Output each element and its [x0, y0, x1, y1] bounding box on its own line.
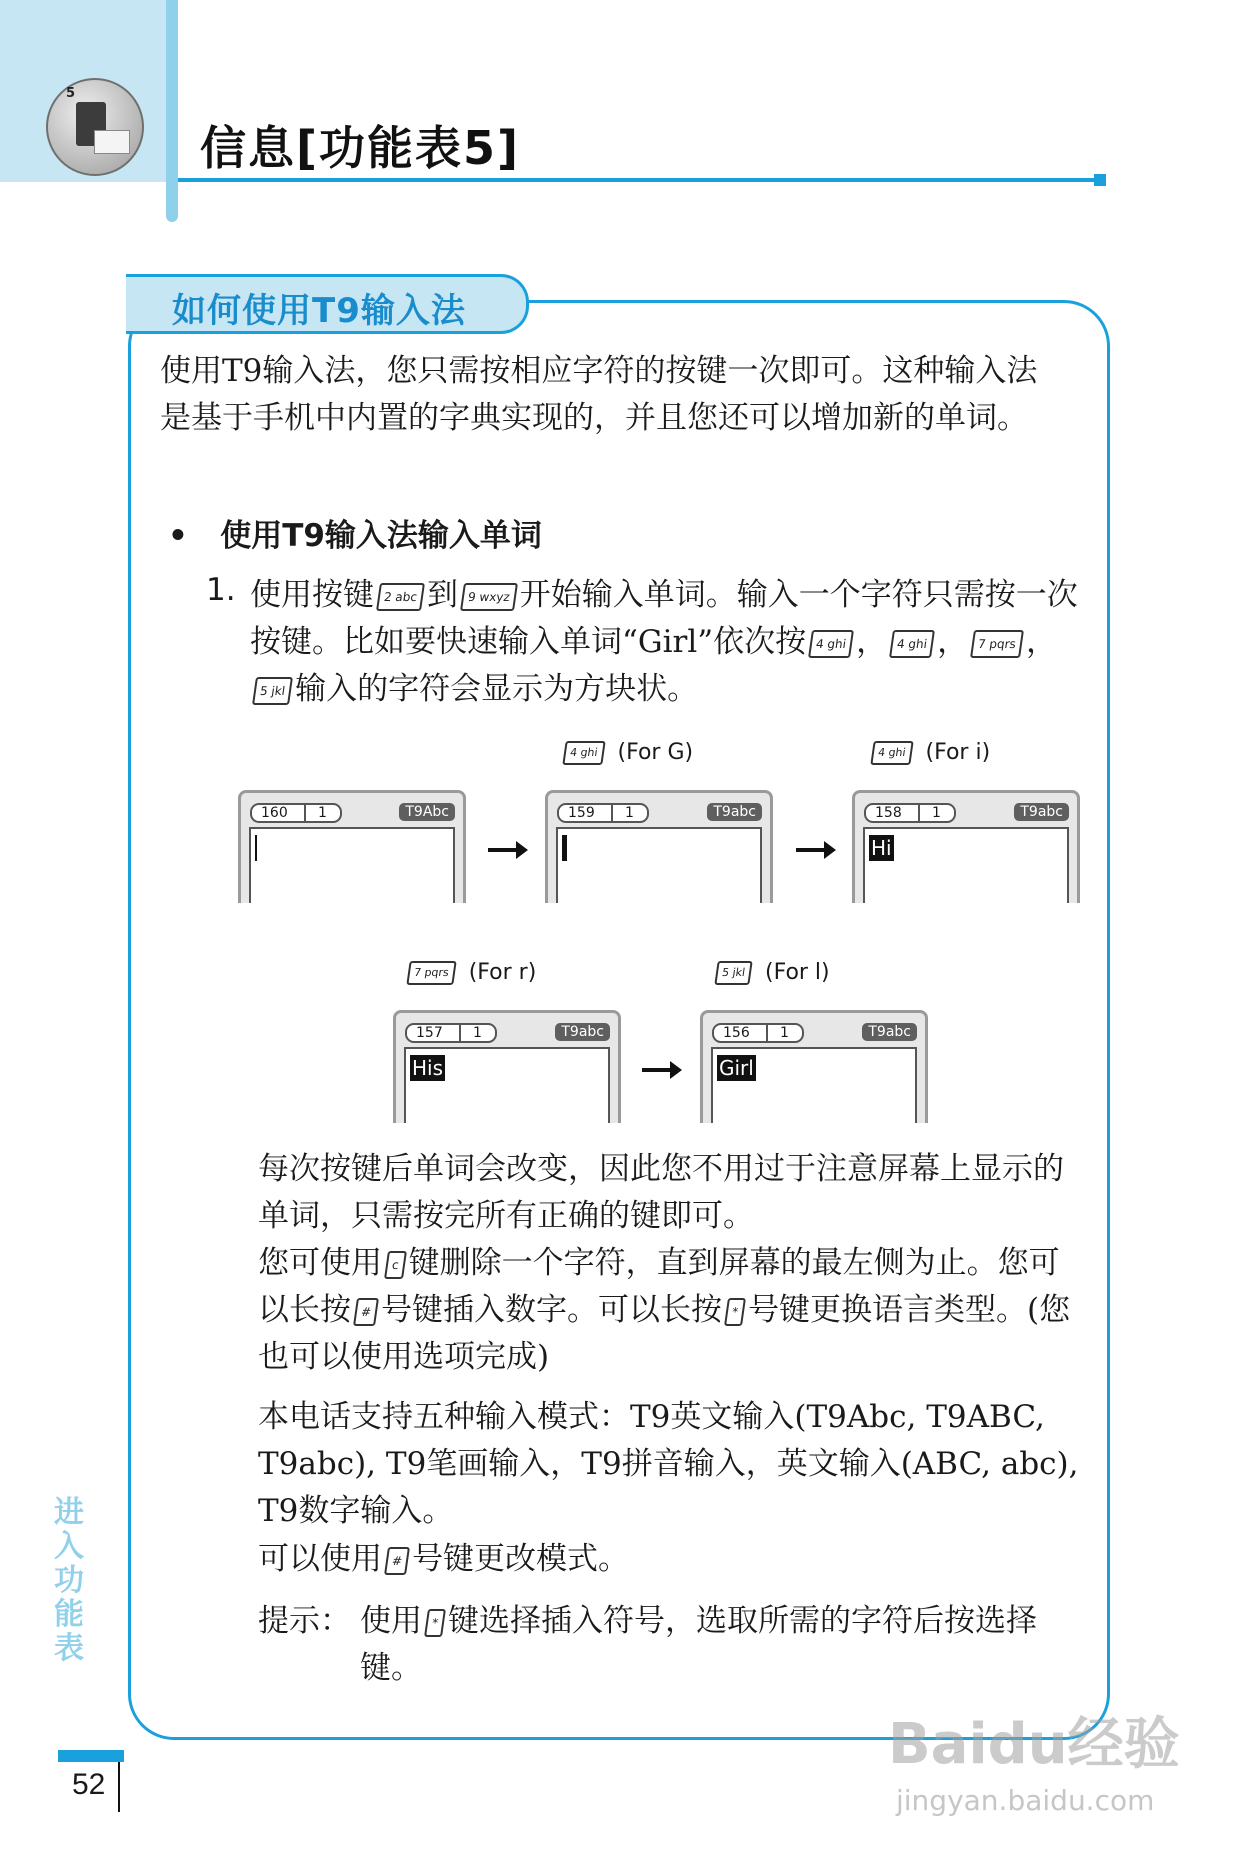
status-counter — [864, 803, 956, 823]
char-count: 156 — [723, 1025, 750, 1041]
arrow-right-icon — [642, 1068, 674, 1072]
phone-screen-4 — [393, 1010, 621, 1123]
line-number: 1 — [625, 805, 634, 821]
typed-word: His — [412, 1056, 444, 1080]
separator: ， — [937, 624, 969, 660]
char-count: 159 — [568, 805, 595, 821]
line-number: 1 — [473, 1025, 482, 1041]
separator: ， — [856, 624, 888, 660]
tip-label: 提示： — [258, 1603, 351, 1639]
chapter-number: 5 — [66, 86, 76, 101]
page-number-divider — [118, 1762, 120, 1812]
phone-screen-1 — [238, 790, 466, 903]
caption-text: (For r) — [468, 960, 537, 985]
line-number: 1 — [780, 1025, 789, 1041]
status-counter — [712, 1023, 804, 1043]
watermark-logo: Baidu经验 — [888, 1712, 1180, 1777]
step-text-b: 到 — [427, 577, 459, 613]
step-text-a: 使用按键 — [250, 577, 374, 613]
caption-text: (For l) — [764, 960, 830, 985]
input-mode-badge: T9abc — [707, 803, 762, 821]
typed-word: Girl — [719, 1056, 754, 1080]
arrow-right-icon — [488, 848, 520, 852]
input-mode-badge: T9abc — [1014, 803, 1069, 821]
key-5-icon: 5 jkl — [252, 677, 293, 705]
side-section-label: 进入功能表 — [54, 1495, 84, 1666]
body-paragraph-2 — [258, 1240, 1088, 1381]
page-title: 信息[功能表5] — [200, 121, 521, 175]
key-4-icon: 4 ghi — [562, 741, 605, 765]
key-2-icon: 2 abc — [376, 583, 425, 611]
phone-screen-2 — [545, 790, 773, 903]
separator: ， — [1026, 624, 1058, 660]
screen-5-caption — [712, 960, 830, 985]
key-star-icon: * — [424, 1609, 446, 1637]
key-4-icon: 4 ghi — [889, 630, 935, 658]
input-mode-badge: T9Abc — [399, 803, 455, 821]
arrow-right-icon — [796, 848, 828, 852]
page-number: 52 — [72, 1768, 106, 1801]
caption-text: (For i) — [925, 740, 991, 765]
line-number: 1 — [318, 805, 327, 821]
step-text-c: 开始输入单词。输入一个字符只需按一次按键。比如要快速输入单词“Girl”依次按 — [250, 577, 1078, 660]
text-cursor — [255, 835, 257, 861]
tip-text-a: 使用 — [360, 1603, 422, 1639]
subheading-text: 使用T9输入法输入单词 — [220, 518, 542, 554]
key-9-icon: 9 wxyz — [460, 583, 518, 611]
step-text-d: 输入的字符会显示为方块状。 — [295, 671, 699, 707]
text-display — [404, 1047, 610, 1123]
text-cursor-block — [562, 835, 567, 861]
key-c-icon: c — [384, 1251, 407, 1279]
para4-text-a: 可以使用 — [258, 1541, 382, 1577]
char-count: 158 — [875, 805, 902, 821]
header-corner-bar — [166, 0, 178, 222]
para2-text-c: 号键插入数字。可以长按 — [381, 1292, 723, 1328]
body-paragraph-4 — [258, 1536, 1088, 1583]
text-display — [711, 1047, 917, 1123]
watermark-url: jingyan.baidu.com — [896, 1784, 1155, 1817]
page-number-bar — [58, 1750, 124, 1762]
body-paragraph-3: 本电话支持五种输入模式：T9英文输入(T9Abc, T9ABC, T9abc), T9笔画输入，T9拼音输入，英文输入(ABC, abc), T9数字输入。 — [258, 1399, 1079, 1529]
key-5-icon: 5 jkl — [714, 961, 752, 985]
para2-text-b: 键删除一个字符，直到屏幕的最左侧为止。您可以长按 — [258, 1245, 1060, 1328]
envelope-shape — [94, 130, 130, 154]
text-display — [863, 827, 1069, 903]
typed-word: Hi — [871, 836, 892, 860]
char-count: 157 — [416, 1025, 443, 1041]
section-tab — [126, 274, 529, 334]
key-hash-icon: # — [384, 1547, 410, 1575]
screen-4-caption — [404, 960, 536, 985]
char-count: 160 — [261, 805, 288, 821]
input-mode-badge: T9abc — [555, 1023, 610, 1041]
tip-text-b: 键选择插入符号，选取所需的字符后按选择键。 — [360, 1603, 1037, 1686]
body-paragraph-1: 每次按键后单词会改变，因此您不用过于注意屏幕上显示的单词，只需按完所有正确的键即可。 — [258, 1151, 1064, 1234]
para2-text-a: 您可使用 — [258, 1245, 382, 1281]
line-number: 1 — [932, 805, 941, 821]
bullet: • — [168, 518, 188, 554]
step-number: 1. — [206, 572, 236, 608]
subheading — [168, 510, 542, 555]
step-text — [250, 572, 1080, 713]
para2-text-d: 号键更换语言类型。(您也可以使用选项完成) — [258, 1292, 1071, 1375]
phone-screen-5 — [700, 1010, 928, 1123]
text-display — [249, 827, 455, 903]
para4-text-b: 号键更改模式。 — [412, 1541, 630, 1577]
key-star-icon: * — [724, 1298, 746, 1326]
mailbox-icon — [46, 78, 144, 176]
intro-paragraph: 使用T9输入法，您只需按相应字符的按键一次即可。这种输入法是基于手机中内置的字典实现的，并且您还可以增加新的单词。 — [160, 353, 1038, 436]
input-mode-badge: T9abc — [862, 1023, 917, 1041]
key-7-icon: 7 pqrs — [406, 961, 456, 985]
tip-text — [360, 1598, 1080, 1692]
key-hash-icon: # — [353, 1298, 379, 1326]
key-7-icon: 7 pqrs — [970, 630, 1024, 658]
caption-text: (For G) — [617, 740, 694, 765]
screen-3-caption — [868, 740, 990, 765]
key-4-icon: 4 ghi — [808, 630, 854, 658]
section-title: 如何使用T9输入法 — [172, 291, 466, 331]
key-4-icon: 4 ghi — [870, 741, 913, 765]
status-counter — [557, 803, 649, 823]
title-divider — [178, 178, 1100, 182]
text-display — [556, 827, 762, 903]
title-divider-end — [1094, 174, 1106, 186]
status-counter — [405, 1023, 497, 1043]
screen-2-caption — [560, 740, 693, 765]
phone-screen-3 — [852, 790, 1080, 903]
status-counter — [250, 803, 342, 823]
